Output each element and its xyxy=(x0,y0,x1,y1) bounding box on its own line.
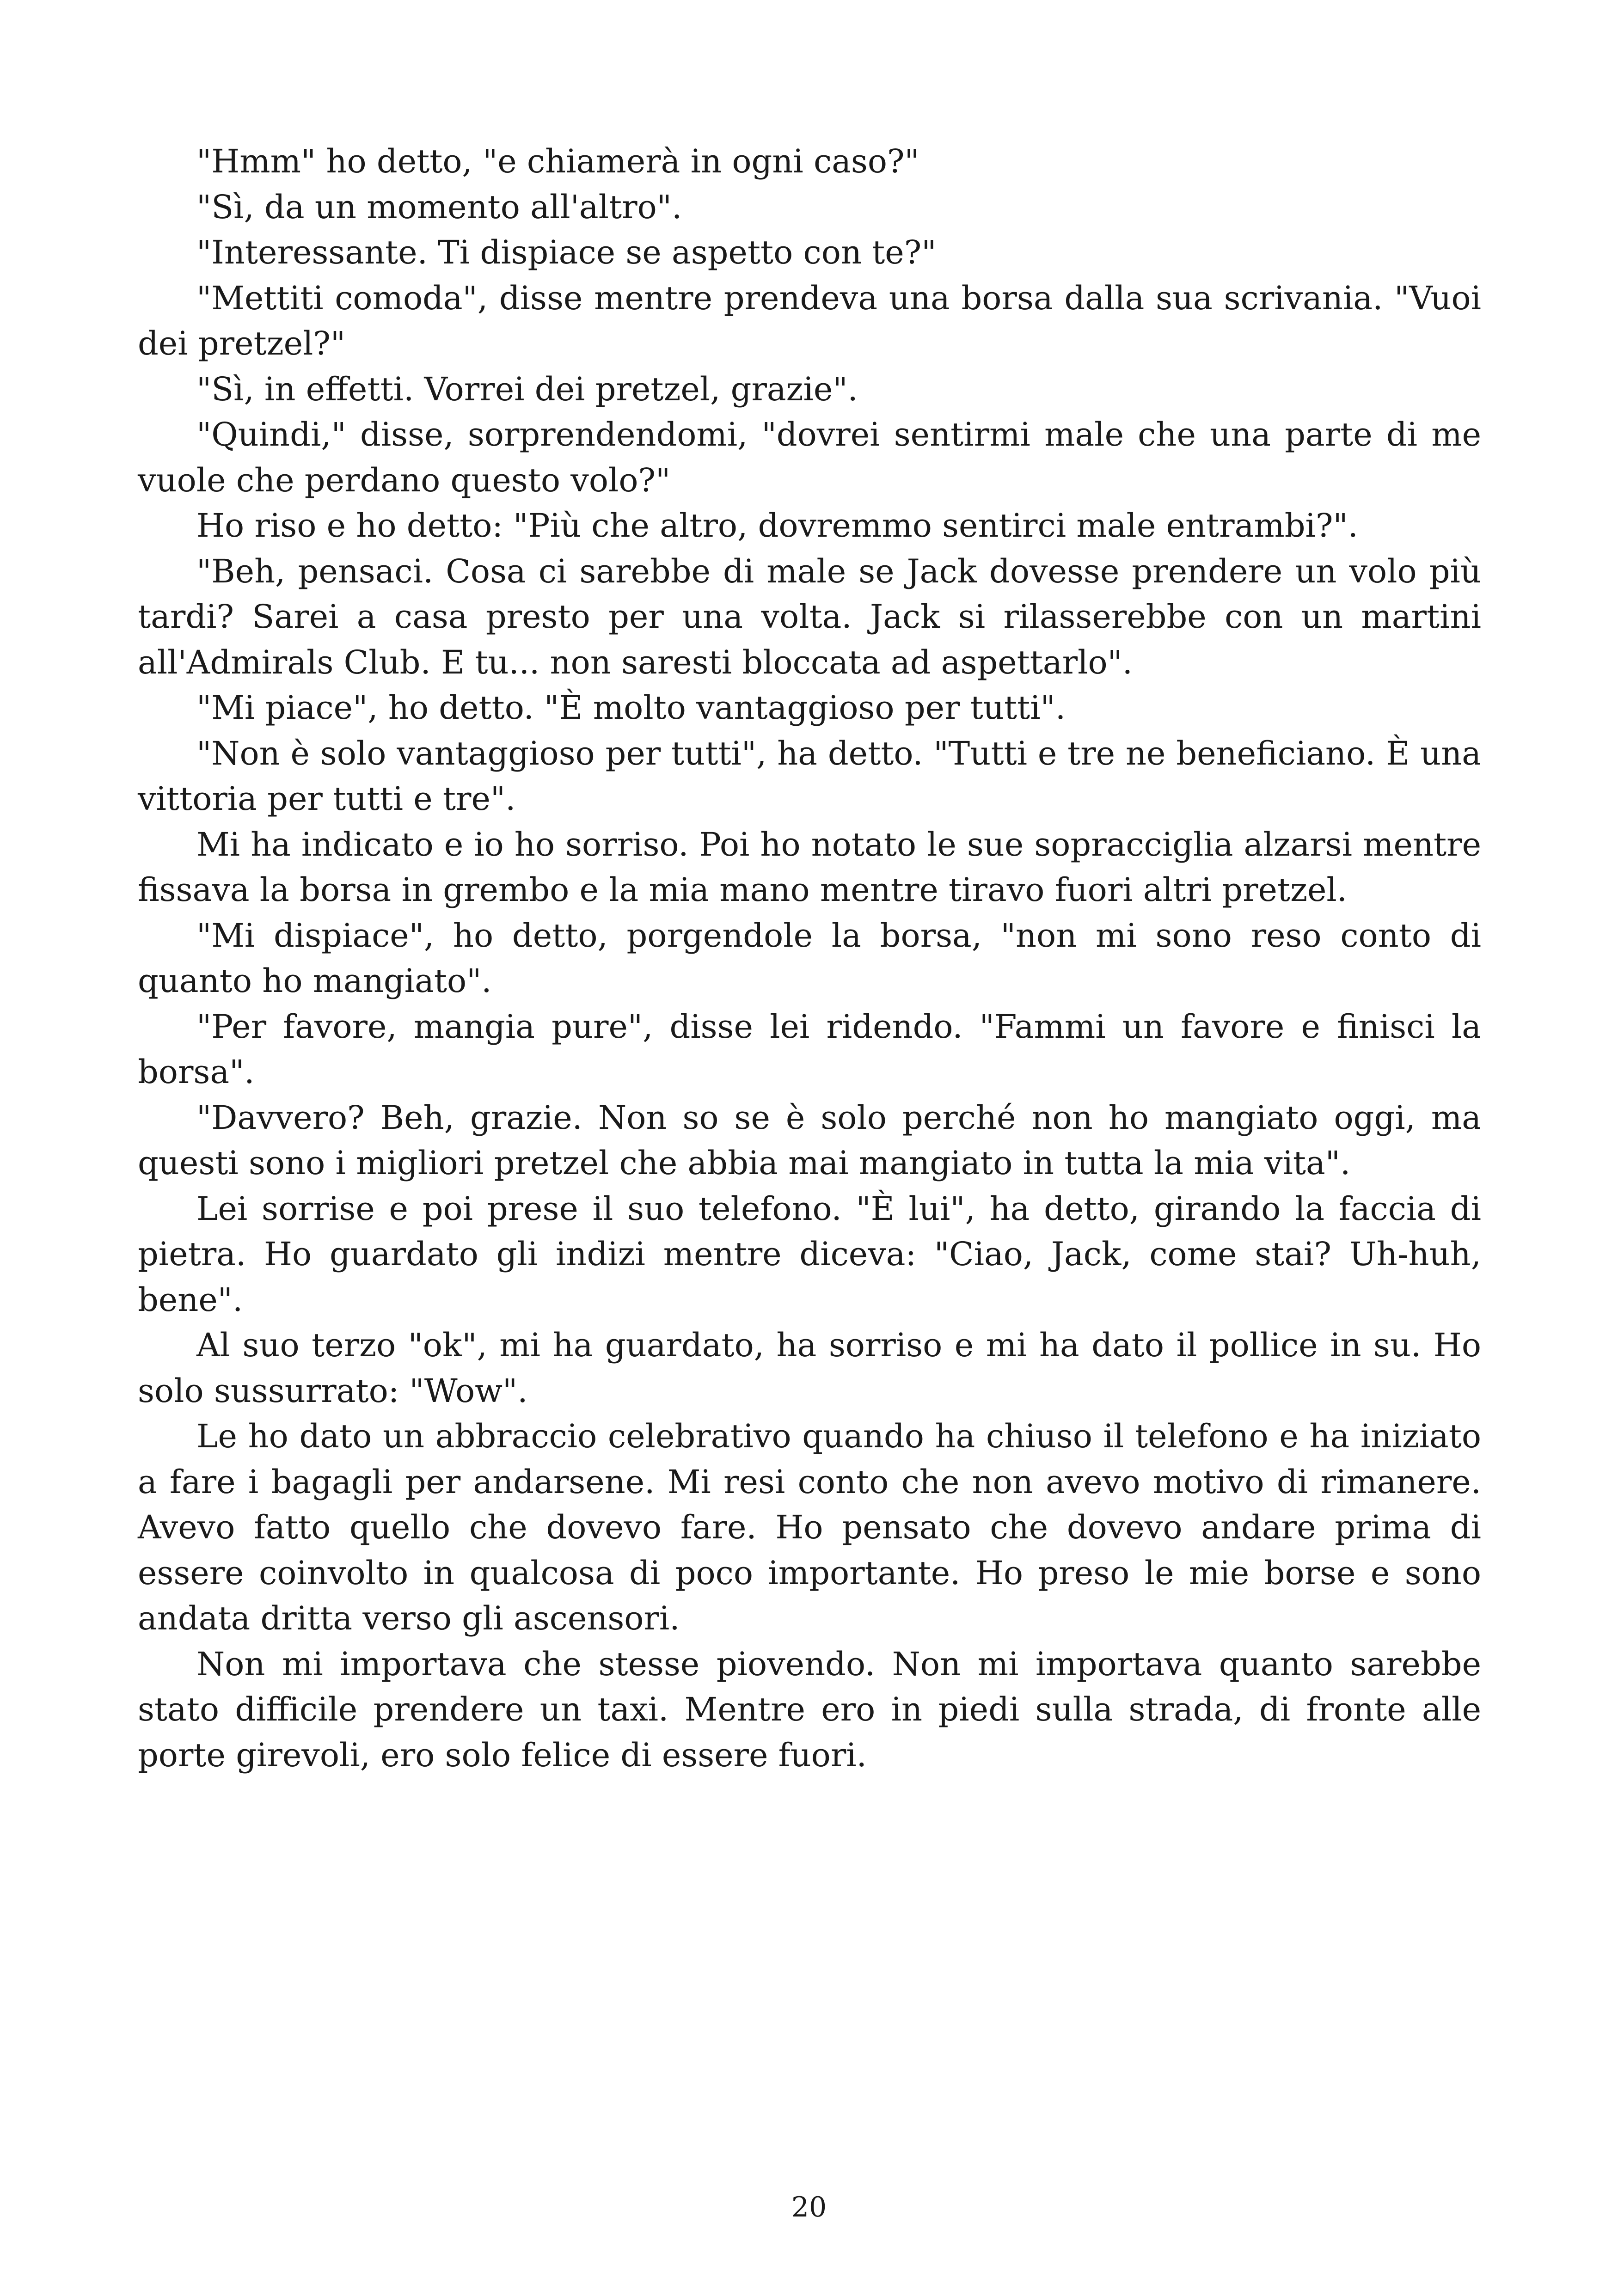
paragraph: "Mi dispiace", ho detto, porgendole la borsa, "non mi sono reso conto di quanto ho mangiato". xyxy=(138,916,1481,1000)
paragraph: "Sì, da un momento all'altro". xyxy=(196,188,682,226)
paragraph: "Interessante. Ti dispiace se aspetto con te?" xyxy=(196,233,937,271)
paragraph: Ho riso e ho detto: "Più che altro, dovremmo sentirci male entrambi?". xyxy=(196,507,1358,545)
paragraph: "Non è solo vantaggioso per tutti", ha detto. "Tutti e tre ne beneficiano. È una vittoria per tutti e tre". xyxy=(138,734,1481,818)
body-text xyxy=(138,139,1481,1778)
paragraph: Al suo terzo "ok", mi ha guardato, ha sorriso e mi ha dato il pollice in su. Ho solo sussurrato: "Wow". xyxy=(138,1326,1481,1410)
paragraph: "Sì, in effetti. Vorrei dei pretzel, grazie". xyxy=(196,370,858,408)
paragraph: "Hmm" ho detto, "e chiamerà in ogni caso?" xyxy=(196,142,919,180)
paragraph: "Mettiti comoda", disse mentre prendeva una borsa dalla sua scrivania. "Vuoi dei pretzel?" xyxy=(138,279,1481,362)
paragraph: Mi ha indicato e io ho sorriso. Poi ho notato le sue sopracciglia alzarsi mentre fissava la borsa in grembo e la mia mano mentre tiravo fuori altri pretzel. xyxy=(138,825,1481,909)
page-number: 20 xyxy=(791,2191,827,2223)
paragraph: "Mi piace", ho detto. "È molto vantaggioso per tutti". xyxy=(196,689,1066,727)
paragraph: "Davvero? Beh, grazie. Non so se è solo perché non ho mangiato oggi, ma questi sono i migliori pretzel che abbia mai mangiato in tutta la mia vita". xyxy=(138,1098,1481,1182)
paragraph: Lei sorrise e poi prese il suo telefono. "È lui", ha detto, girando la faccia di pietra. Ho guardato gli indizi mentre diceva: "Ciao, Jack, come stai? Uh-huh, bene". xyxy=(138,1189,1481,1319)
paragraph: Le ho dato un abbraccio celebrativo quando ha chiuso il telefono e ha iniziato a fare i bagagli per andarsene. Mi resi conto che non avevo motivo di rimanere. Avevo fatto quello che dovevo fare. Ho pensato che dovevo andare prima di essere coinvolto in qualcosa di poco importante. Ho preso le mie borse e sono andata dritta verso gli ascensori. xyxy=(138,1417,1481,1637)
paragraph: Non mi importava che stesse piovendo. Non mi importava quanto sarebbe stato difficile prendere un taxi. Mentre ero in piedi sulla strada, di fronte alle porte girevoli, ero solo felice di essere fuori. xyxy=(138,1645,1481,1774)
paragraph: "Beh, pensaci. Cosa ci sarebbe di male se Jack dovesse prendere un volo più tardi? Sarei a casa presto per una volta. Jack si rilasserebbe con un martini all'Admirals Club. E tu... non saresti bloccata ad aspettarlo". xyxy=(138,552,1481,681)
paragraph: "Quindi," disse, sorprendendomi, "dovrei sentirmi male che una parte di me vuole che perdano questo volo?" xyxy=(138,416,1481,499)
paragraph: "Per favore, mangia pure", disse lei ridendo. "Fammi un favore e finisci la borsa". xyxy=(138,1007,1481,1091)
